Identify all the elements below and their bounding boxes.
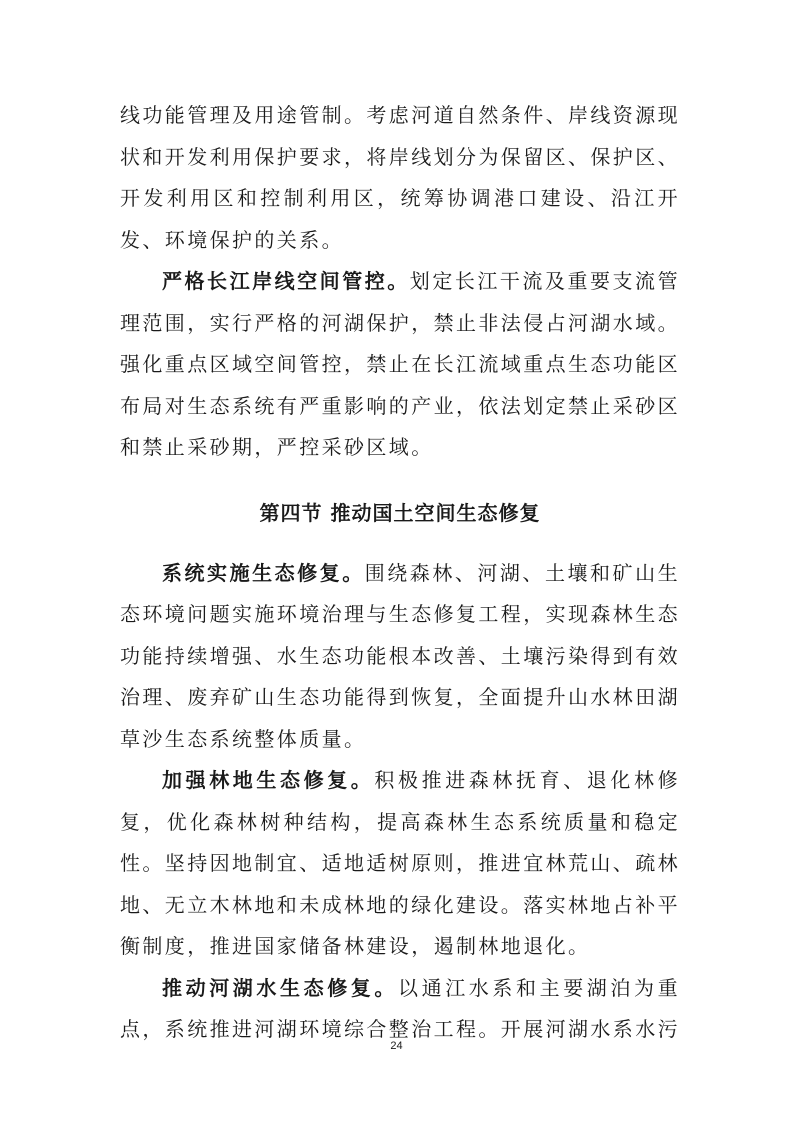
paragraph-text: 以通江水系和主要湖泊为重点，系统推进河湖环境综合整治工程。开展河湖水系水污 — [120, 975, 680, 1041]
paragraph-lead: 严格长江岸线空间管控。 — [162, 269, 410, 293]
paragraph-forest-restoration — [120, 760, 680, 968]
paragraph-river-lake-restoration — [120, 968, 680, 1051]
paragraph-ecological-restoration — [120, 553, 680, 761]
paragraph-text: 积极推进森林抚育、退化林修复，优化森林树种结构，提高森林生态系统质量和稳定性。坚持因地制宜、适地适树原则，推进宜林荒山、疏林地、无立木林地和未成林地的绿化建设。落实林地占补平衡制度，推进国家储备林建设，遏制林地退化。 — [120, 768, 680, 958]
paragraph-text: 线功能管理及用途管制。考虑河道自然条件、岸线资源现状和开发利用保护要求，将岸线划分为保留区、保护区、开发利用区和控制利用区，统筹协调港口建设、沿江开发、环境保护的关系。 — [120, 103, 680, 252]
paragraph-shoreline-management — [120, 95, 680, 261]
page-number: 24 — [390, 1040, 403, 1052]
paragraph-text: 划定长江干流及重要支流管理范围，实行严格的河湖保护，禁止非法侵占河湖水域。强化重点区域空间管控，禁止在长江流域重点生态功能区布局对生态系统有严重影响的产业，依法划定禁止采砂区和禁止采砂期，严控采砂区域。 — [120, 269, 680, 459]
paragraph-text: 围绕森林、河湖、土壤和矿山生态环境问题实施环境治理与生态修复工程，实现森林生态功能持续增强、水生态功能根本改善、土壤污染得到有效治理、废弃矿山生态功能得到恢复，全面提升山水林田湖草沙生态系统整体质量。 — [120, 560, 680, 751]
paragraph-lead: 系统实施生态修复。 — [162, 560, 365, 585]
paragraph-lead: 加强林地生态修复。 — [162, 768, 375, 792]
section-heading: 第四节 推动国土空间生态修复 — [259, 500, 541, 525]
page-body — [120, 95, 680, 1051]
paragraph-lead: 推动河湖水生态修复。 — [162, 975, 398, 1000]
paragraph-yangtze-shoreline-control — [120, 261, 680, 469]
